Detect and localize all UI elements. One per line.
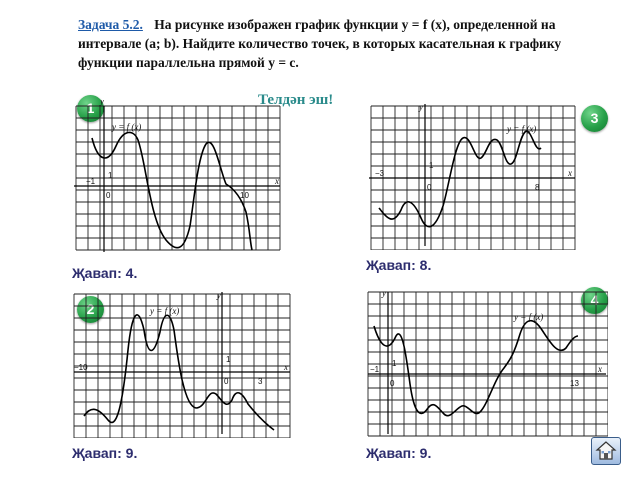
- problem-reference-link[interactable]: Задача 5.2.: [78, 17, 143, 32]
- graph-4-func-label: y = f (x): [514, 312, 544, 322]
- graph-4-tick-zero: 0: [390, 379, 395, 388]
- graph-2-badge: 2: [77, 296, 104, 323]
- graph-4-x-label: x: [598, 364, 602, 374]
- graph-2-tick-zero: 0: [224, 377, 229, 386]
- graph-2-grid: [74, 294, 290, 438]
- graph-1-tick-minus-one: −1: [86, 177, 96, 186]
- graph-2-tick-one: 1: [226, 355, 231, 364]
- graph-4-answer: Җавап: 9.: [366, 445, 432, 461]
- graph-1-badge: 1: [77, 95, 104, 122]
- graph-3-func-label: y = f (x): [507, 124, 537, 134]
- graph-2-y-label: y: [217, 290, 221, 300]
- graph-3-answer: Җавап: 8.: [366, 257, 432, 273]
- graph-1-x-label: x: [275, 176, 279, 186]
- graph-1-tick-ten: 10: [240, 191, 249, 200]
- graph-3-badge: 3: [581, 105, 608, 132]
- graph-3-tick-one: 1: [429, 161, 434, 170]
- problem-statement: [78, 15, 598, 72]
- graph-2-answer: Җавап: 9.: [72, 445, 138, 461]
- graph-1-tick-zero: 0: [106, 191, 111, 200]
- graph-3-tick-zero: 0: [427, 183, 432, 192]
- graph-3: [365, 100, 577, 250]
- home-icon: [592, 438, 620, 464]
- graph-2-tick-minus-ten: −10: [74, 363, 88, 372]
- graph-3-tick-minus-three: −3: [375, 169, 385, 178]
- graph-2: [70, 290, 292, 438]
- graph-3-tick-eight: 8: [535, 183, 540, 192]
- graph-4-grid: [368, 292, 608, 436]
- graph-3-x-label: x: [568, 168, 572, 178]
- graph-4-y-label: y: [382, 288, 386, 298]
- graph-2-func-label: y = f (x): [150, 306, 180, 316]
- graph-3-y-label: y: [419, 102, 423, 112]
- home-button[interactable]: [591, 437, 621, 465]
- subtitle: Телдән эш!: [258, 92, 334, 108]
- graph-4-tick-minus-one: −1: [370, 365, 380, 374]
- graph-1-tick-one: 1: [108, 171, 113, 180]
- graph-4-badge: 4: [581, 287, 608, 314]
- graph-4-tick-thirteen: 13: [570, 379, 579, 388]
- problem-text: На рисунке изображен график функции y = f (x), определенной на интервале (a; b). Найдите количество точек, в которых касательная к графику функции параллельна прямой y = c.: [78, 17, 562, 70]
- graph-1-answer: Җавап: 4.: [72, 265, 138, 281]
- graph-3-curve: [379, 131, 541, 227]
- graph-1-y-label: y: [100, 100, 104, 106]
- graph-2-x-label: x: [284, 362, 288, 372]
- graph-2-tick-three: 3: [258, 377, 263, 386]
- graph-1-func-label: y = f (x): [112, 122, 142, 132]
- graph-4-tick-one: 1: [392, 359, 397, 368]
- graph-1: [70, 100, 282, 258]
- graph-4: [364, 288, 608, 438]
